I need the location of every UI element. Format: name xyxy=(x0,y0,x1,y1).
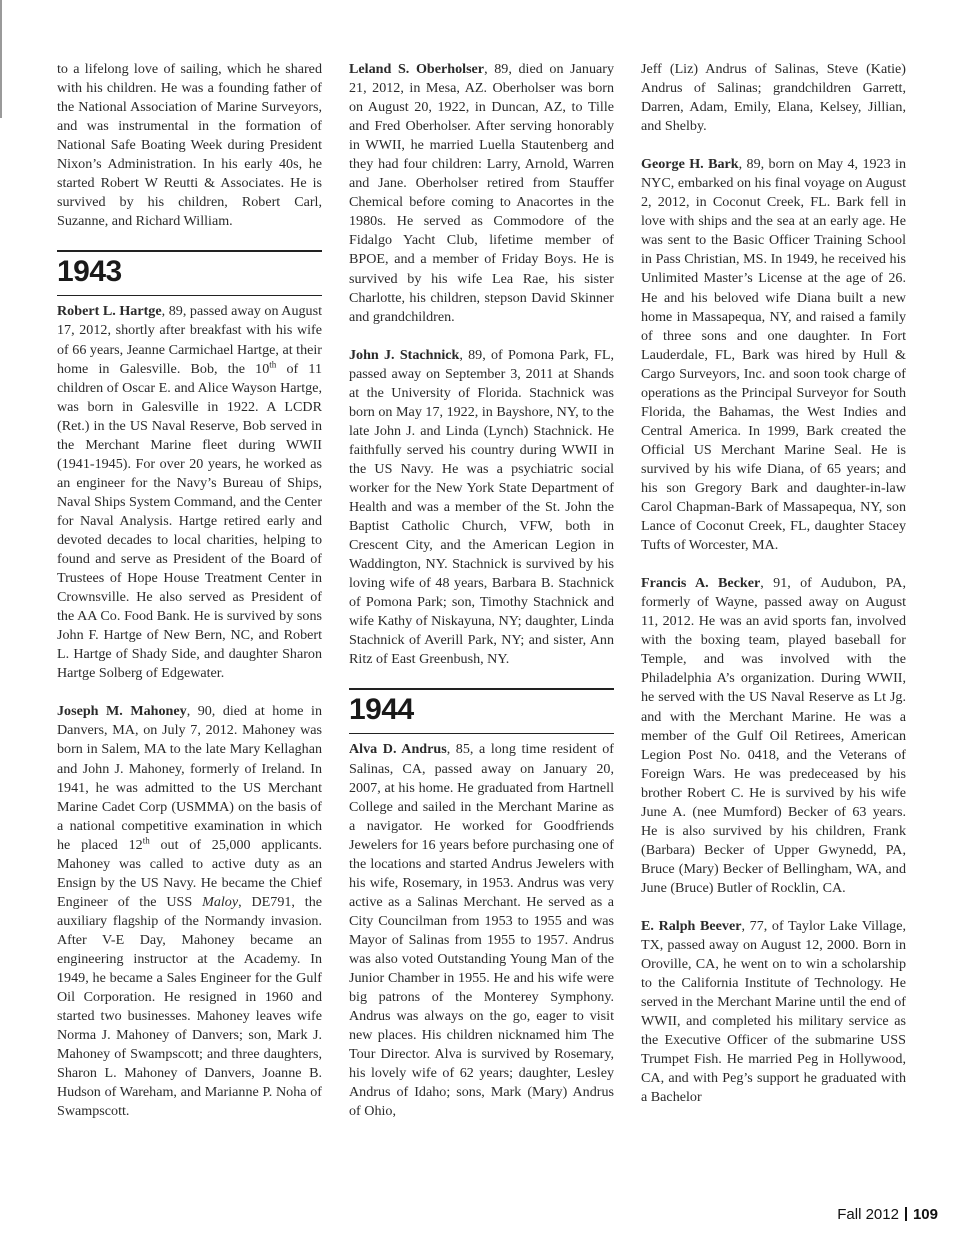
obituary-text: , 77, of Taylor Lake Village, TX, passed away on August 12, 2000. Born in Oroville, CA, he went on to win a scholarship to the California Institute of Technology. He served in the Merchant Marine until the end of WWII, and completed his military service as the Executive Officer of the submarine USS Trumpet Fish. He married Peg in Hollywood, CA, and with Peg’s support he graduated with a Bachelor xyxy=(641,917,906,1106)
obituary-continued xyxy=(57,60,322,231)
footer-divider xyxy=(905,1207,907,1221)
obituary-name: John J. Stachnick xyxy=(349,346,460,363)
obituary-name: Joseph M. Mahoney xyxy=(57,703,187,720)
page-number: 109 xyxy=(912,1206,938,1223)
obituary-text: , 85, a long time resident of Salinas, CA, passed away on January 20, 2007, at his home. He graduated from Hartnell College and sailed in the Merchant Marine as a navigator. He worked for Goodfriends Jewelers for 16 years before purchasing one of the locations and started Andrus Jewelers with his wife, Rosemary, in 1953. Andrus was very active as a Salinas Merchant. He served as a City Councilman from 1953 to 1955 and was Mayor of Salinas from 1955 to 1957. Andrus was also voted Outstanding Young Man of the Junior Chamber in 1955. He and his wife were big patrons of the Monterey Symphony. Andrus was always on the go, eager to visit new places. His children nicknamed him The Tour Director. Alva is survived by Rosemary, his lovely wife of 62 years; daughter, Lesley Andrus of Idaho; sons, Mark (Mary) Andrus of Ohio, xyxy=(349,741,615,1120)
obituary-name: Leland S. Oberholser xyxy=(349,61,485,77)
obituary-andrus-continued xyxy=(641,60,906,136)
obituary-text: out of 25,000 applicants. Mahoney was called to active duty as an Ensign by the US Navy. He became the Chief Engineer of the USS xyxy=(57,836,322,910)
year-heading-1943 xyxy=(57,250,322,296)
issue-label: Fall 2012 xyxy=(837,1206,899,1223)
column-1 xyxy=(57,60,322,1140)
obituary-andrus xyxy=(349,740,614,1121)
obituary-name: George H. Bark xyxy=(641,156,739,173)
page-edge-mark xyxy=(0,0,2,118)
obituary-text: , 90, died at home in Danvers, MA, on July 7, 2012. Mahoney was born in Salem, MA to the late Mary Kellaghan and John J. Mahoney, formerly of Ireland. In 1941, he was admitted to the US Merchant Marine Cadet Corp (USMMA) on the basis of a national competitive examination in which he placed 12 xyxy=(57,703,323,853)
obituary-oberholser xyxy=(349,60,614,327)
year-heading-text: 1944 xyxy=(349,693,414,727)
year-heading-text: 1943 xyxy=(57,255,122,289)
obituary-text: , 89, of Pomona Park, FL, passed away on September 3, 2011 at Shands at the University of Florida. Stachnick was born on May 17, 1922, in Bayshore, NY, to the late John J. and Linda (Lynch) Stachnick. He faithfully served his country during WWII in the US Navy. He was a psychiatric social worker for the New York State Department of Health and was a member of the St. John the Baptist Catholic Church, VFW, both in Crescent City, and the American Legion in Waddington, NY. Stachnick is survived by his loving wife of 48 years, Barbara B. Stachnick of Pomona Park; son, Timothy Stachnick and wife Kathy of Niskayuna, NY; daughter, Linda Stachnick of Averill Park, NY; and sister, Ann Ritz of East Greenbush, NY. xyxy=(349,346,614,668)
obituary-hartge xyxy=(57,302,322,683)
column-2 xyxy=(349,60,614,1140)
page-footer xyxy=(837,1206,938,1223)
obituary-stachnick xyxy=(349,346,614,670)
obituary-name: Robert L. Hartge xyxy=(57,303,162,320)
obituary-text: of 11 children of Oscar E. and Alice Wayson Hartge, was born in Galesville in 1922. A LCDR (Ret.) in the US Naval Reserve, Bob served in the Merchant Marine fleet during WWII (1941-1945). For over 20 years, he worked as an engineer for the Navy’s Bureau of Ships, Naval Ships System Command, and the Center for Naval Analysis. Hartge retired early and devoted decades to local charities, helping to found and serve as President of the Board of Trustees of Hope House Treatment Center in Crownsville. He also served as President of the AA Co. Food Bank. He is survived by sons John F. Hartge of New Bern, NC, and Robert L. Hartge of Shady Side, and daughter Sharon Hartge Solberg of Edgewater. xyxy=(57,360,323,682)
obituary-name: E. Ralph Beever xyxy=(641,917,742,934)
obituary-becker xyxy=(641,574,906,898)
obituary-text: , 89, born on May 4, 1923 in NYC, embarked on his final voyage on August 2, 2012, in Coconut Creek, FL. Bark fell in love with ships and the sea at an early age. He was sent to the Basic Officer Training School in Pass Christian, MS. In 1949, he received his Unlimited Master’s License at the age of 26. He and his beloved wife Diana built a new home in Massapequa, NY, and raised a family of three sons and one daughter. In Fort Lauderdale, FL, Bark was hired by Hull & Cargo Surveyors, Inc. and soon took charge of operations as the Principal Surveyor for South Florida, the Bahamas, the West Indies and Central America. In 1999, Bark created the Official US Merchant Marine Seal. He is survived by his wife Diana, of 65 years; and his son Gregory Bark and daughter-in-law Carol Chapman-Bark of Massapequa, NY, son Lance of Coconut Creek, FL, daughter Stacey Tufts of Worcester, MA. xyxy=(641,156,906,554)
obituary-name: Alva D. Andrus xyxy=(349,741,447,758)
obituary-beever xyxy=(641,917,906,1107)
obituary-mahoney xyxy=(57,702,322,1121)
ordinal-suffix: th xyxy=(269,358,277,369)
obituary-text: Jeff (Liz) Andrus of Salinas, Steve (Katie) Andrus of Salinas; grandchildren Garrett, Darren, Adam, Emily, Elana, Kelsey, Jillian, and Shelby. xyxy=(641,61,906,135)
ship-name: Maloy xyxy=(202,893,239,910)
obituary-name: Francis A. Becker xyxy=(641,575,761,592)
obituary-text: , DE791, the auxiliary flagship of the Normandy invasion. After V-E Day, Mahoney became an engineering instructor at the Academy. In 1949, he became a Sales Engineer for the Gulf Oil Corporation. He resigned in 1960 and started two businesses. Mahoney leaves wife Norma J. Mahoney of Danvers; son, Mark J. Mahoney of Swampscott; and three daughters, Sharon L. Mahoney of Danvers, Joanne B. Hudson of Wareham, and Marianne P. Noha of Swampscott. xyxy=(57,893,322,1120)
obituary-text: to a lifelong love of sailing, which he shared with his children. He was a founding father of the National Association of Marine Surveyors, and was instrumental in the formation of National Safe Boating Week during President Nixon’s Administration. In his early 40s, he started Robert W Reutti & Associates. He is survived by his children, Robert Carl, Suzanne, and Richard William. xyxy=(57,61,322,230)
column-3 xyxy=(641,60,906,1126)
obituary-text: , 89, died on January 21, 2012, in Mesa, AZ. Oberholser was born on August 20, 1922, in Duncan, AZ, to Tille and Fred Oberholser. After serving honorably in WWII, he married Luella Stautenberg and they had four children: Larry, Arnold, Warren and Jane. Oberholser retired from Stauffer Chemical before coming to Anacortes in the 1980s. He served as Commodore of the Fidalgo Yacht Club, lifetime member of BPOE, and a member of Friday Boys. He is survived by his wife Lea Rae, his sister Charlotte, his children, stepson David Skinner and grandchildren. xyxy=(349,61,614,325)
obituary-bark xyxy=(641,155,906,555)
ordinal-suffix: th xyxy=(142,835,150,845)
obituary-text: , 89, passed away on August 17, 2012, shortly after breakfast with his wife of 66 years, Jeanne Carmichael Hartge, at their home in Galesville. Bob, the 10 xyxy=(57,303,323,377)
year-heading-1944 xyxy=(349,688,614,734)
obituary-text: , 91, of Audubon, PA, formerly of Wayne, passed away on August 11, 2012. He was an avid sports fan, involved with the boxing team, played baseball for Temple, and was involved with the Philadelphia A’s organization. During WWII, he served with the US Naval Reserve as Lt Jg. and with the Merchant Marine. He was a member of the Gulf Oil Retirees, American Legion Post No. 0418, and the Veterans of Foreign Wars. He was predeceased by his brother Robert C. He is survived by his wife June A. (nee Mumford) Becker of 63 years. He is also survived by his children, Frank (Barbara) Becker of Upper Gwynedd, PA, Bruce (Mary) Becker of Bellingham, WA, and June (Bruce) Butler of Rocklin, CA. xyxy=(641,575,906,896)
